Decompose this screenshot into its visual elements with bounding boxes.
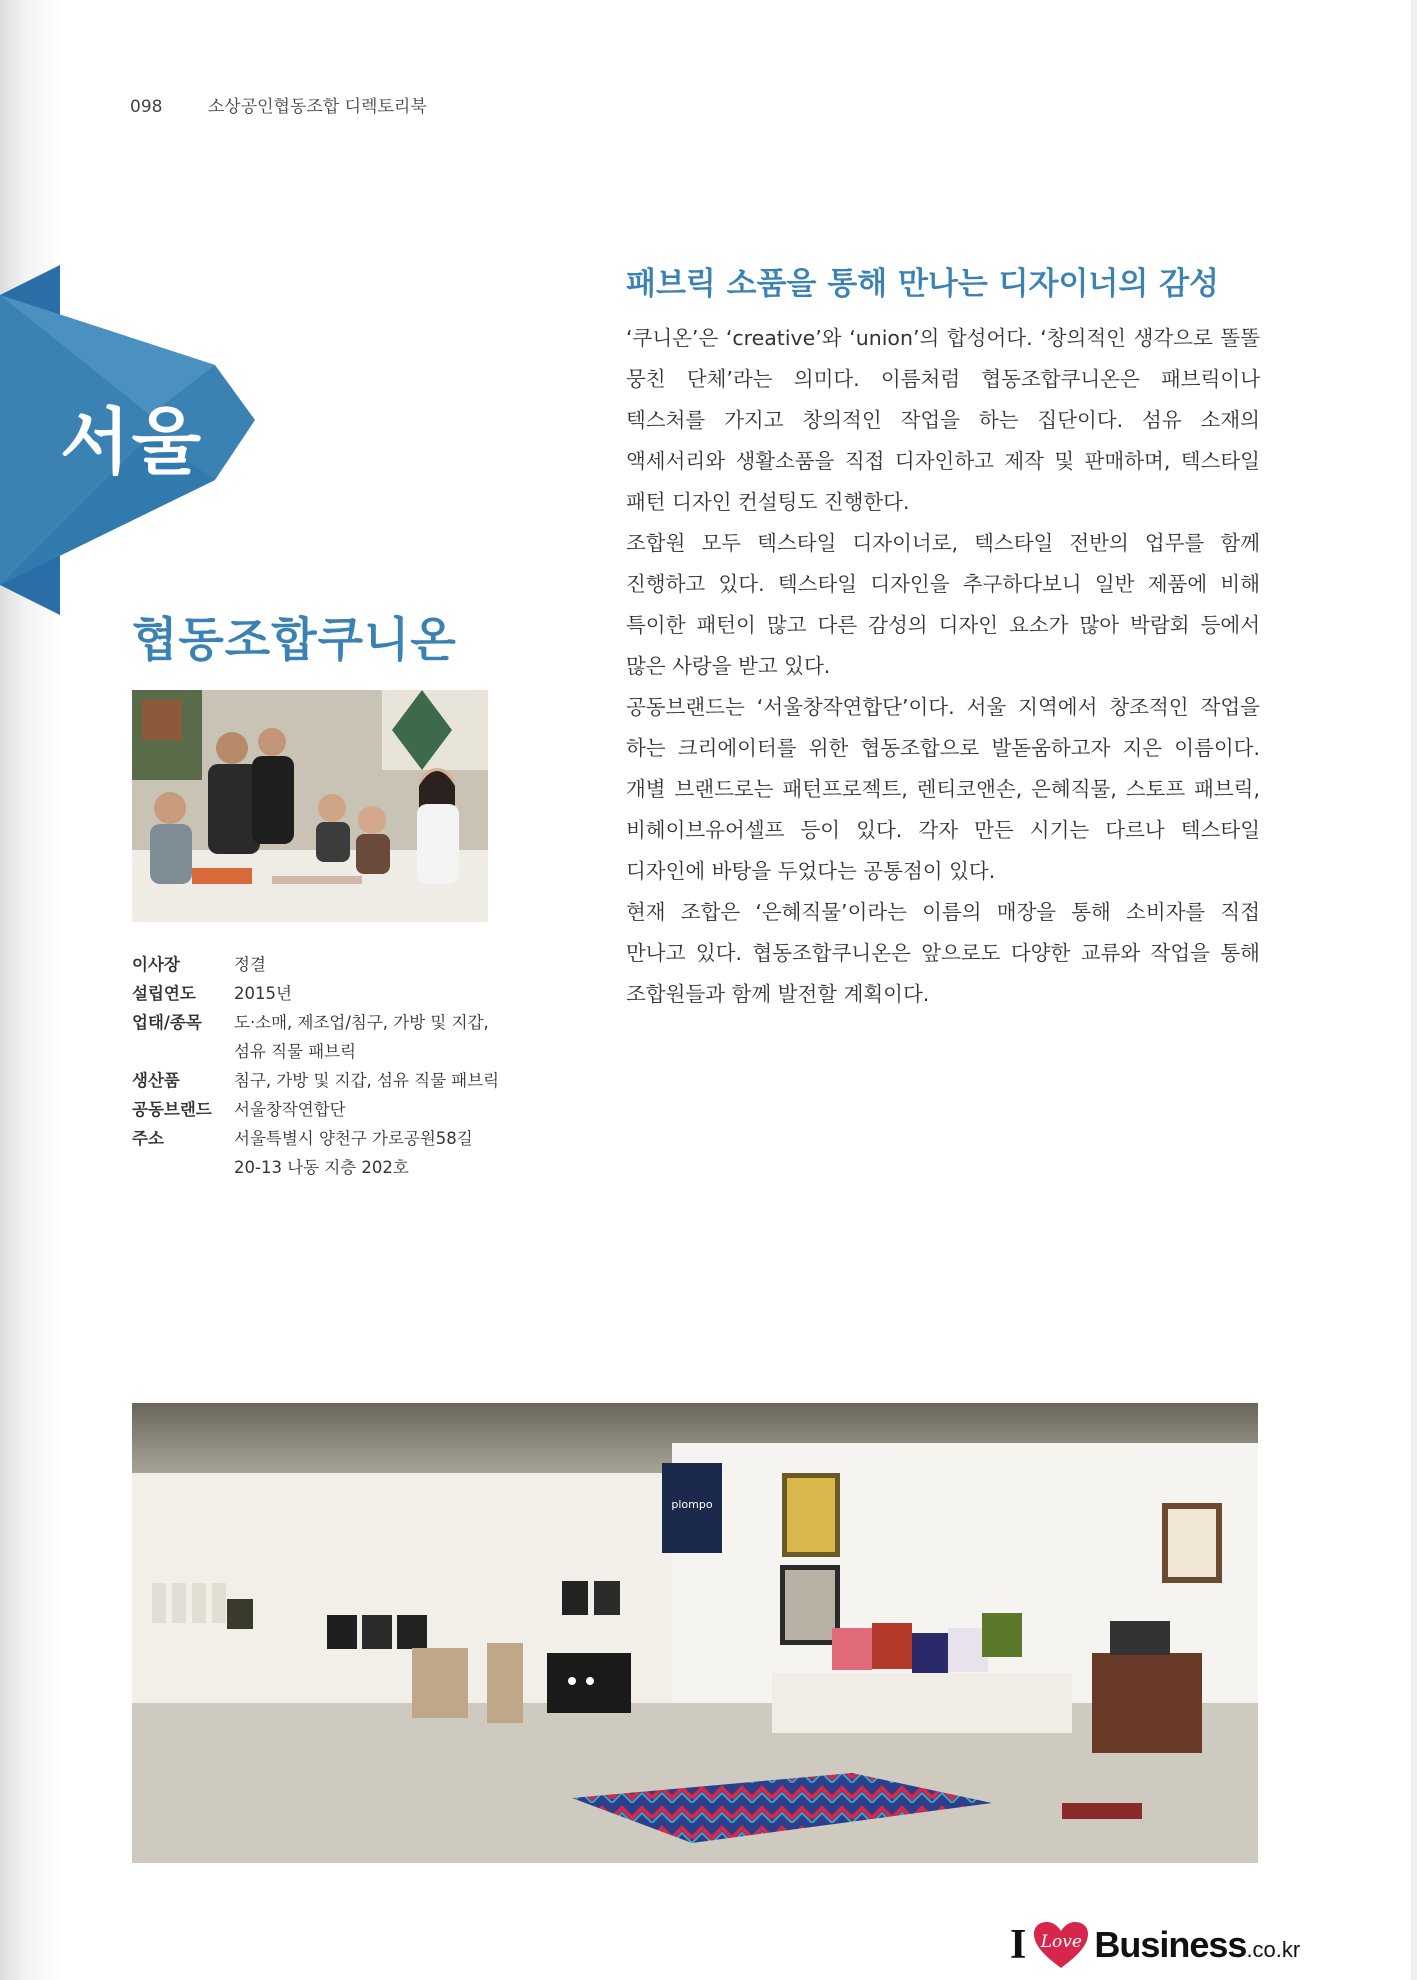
- footer-logo-love: Love: [1040, 1932, 1082, 1952]
- page-edge: [1411, 0, 1417, 1980]
- article-paragraph: ‘쿠니온’은 ‘creative’와 ‘union’의 합성어다. ‘창의적인 생각으로 똘똘 뭉친 단체’라는 의미다. 이름처럼 협동조합쿠니온은 패브릭이나 텍스처를 가지고 창의적인 작업을 하는 집단이다. 섬유 소재의 액세서리와 생활소품을 직접 디자인하고 제작 및 판매하며, 텍스타일 패턴 디자인 컨설팅도 진행한다.: [626, 326, 1260, 514]
- info-value: 침구, 가방 및 지갑, 섬유 직물 패브릭: [234, 1071, 500, 1090]
- info-value-continued: 섬유 직물 패브릭: [234, 1042, 357, 1061]
- team-photo: [132, 690, 488, 922]
- region-label: 서울: [60, 400, 204, 484]
- info-row: [132, 1008, 512, 1037]
- info-row: [132, 950, 512, 979]
- info-key: 생산품: [132, 1071, 180, 1090]
- info-row: [132, 1037, 512, 1066]
- running-header: [130, 92, 427, 117]
- footer-logo-i: I: [1010, 1922, 1027, 1968]
- article-headline: 패브릭 소품을 통해 만나는 디자이너의 감성: [626, 266, 1219, 302]
- info-key: 이사장: [132, 955, 180, 974]
- booth-photo: [132, 1403, 1258, 1863]
- info-row: [132, 1066, 512, 1095]
- info-key-empty: [132, 1153, 234, 1182]
- info-key-empty: [132, 1037, 234, 1066]
- footer-logo-domain: .co.kr: [1246, 1937, 1301, 1962]
- info-row: [132, 1153, 512, 1182]
- info-row: [132, 1124, 512, 1153]
- article-paragraph: 현재 조합은 ‘은혜직물’이라는 이름의 매장을 통해 소비자를 직접 만나고 있다. 협동조합쿠니온은 앞으로도 다양한 교류와 작업을 통해 조합원들과 함께 발전할 계획이다.: [626, 900, 1260, 1006]
- info-value: 서울창작연합단: [234, 1100, 346, 1119]
- info-row: [132, 1095, 512, 1124]
- info-row: [132, 979, 512, 1008]
- heart-icon: [1032, 1920, 1090, 1970]
- article-body: [626, 318, 1260, 1015]
- info-value-continued: 20-13 나동 지층 202호: [234, 1158, 409, 1177]
- coop-info-table: [132, 950, 512, 1182]
- info-value: 도·소매, 제조업/침구, 가방 및 지갑,: [234, 1013, 489, 1032]
- info-key: 주소: [132, 1129, 164, 1148]
- info-value: 2015년: [234, 984, 292, 1003]
- info-key: 설립연도: [132, 984, 196, 1003]
- book-title: 소상공인협동조합 디렉토리북: [207, 97, 427, 117]
- page-number: 098: [130, 97, 163, 117]
- info-key: 업태/종목: [132, 1013, 202, 1032]
- info-value: 서울특별시 양천구 가로공원58길: [234, 1129, 473, 1148]
- booth-sign: plompo: [671, 1498, 713, 1511]
- article-paragraph: 공동브랜드는 ‘서울창작연합단’이다. 서울 지역에서 창조적인 작업을 하는 크리에이터를 위한 협동조합으로 발돋움하고자 지은 이름이다. 개별 브랜드로는 패턴프로젝트, 렌티코앤손, 은혜직물, 스토프 패브릭, 비헤이브유어셀프 등이 있다. 각자 만든 시기는 다르나 텍스타일 디자인에 바탕을 두었다는 공통점이 있다.: [626, 695, 1260, 883]
- footer-logo: [1010, 1920, 1300, 1970]
- info-value: 정결: [234, 955, 266, 974]
- coop-name: 협동조합쿠니온: [132, 613, 457, 668]
- article-paragraph: 조합원 모두 텍스타일 디자이너로, 텍스타일 전반의 업무를 함께 진행하고 있다. 텍스타일 디자인을 추구하다보니 일반 제품에 비해 특이한 패턴이 많고 다른 감성의 디자인 요소가 많아 박람회 등에서 많은 사랑을 받고 있다.: [626, 531, 1260, 678]
- info-key: 공동브랜드: [132, 1100, 212, 1119]
- footer-logo-business: Business: [1094, 1924, 1247, 1965]
